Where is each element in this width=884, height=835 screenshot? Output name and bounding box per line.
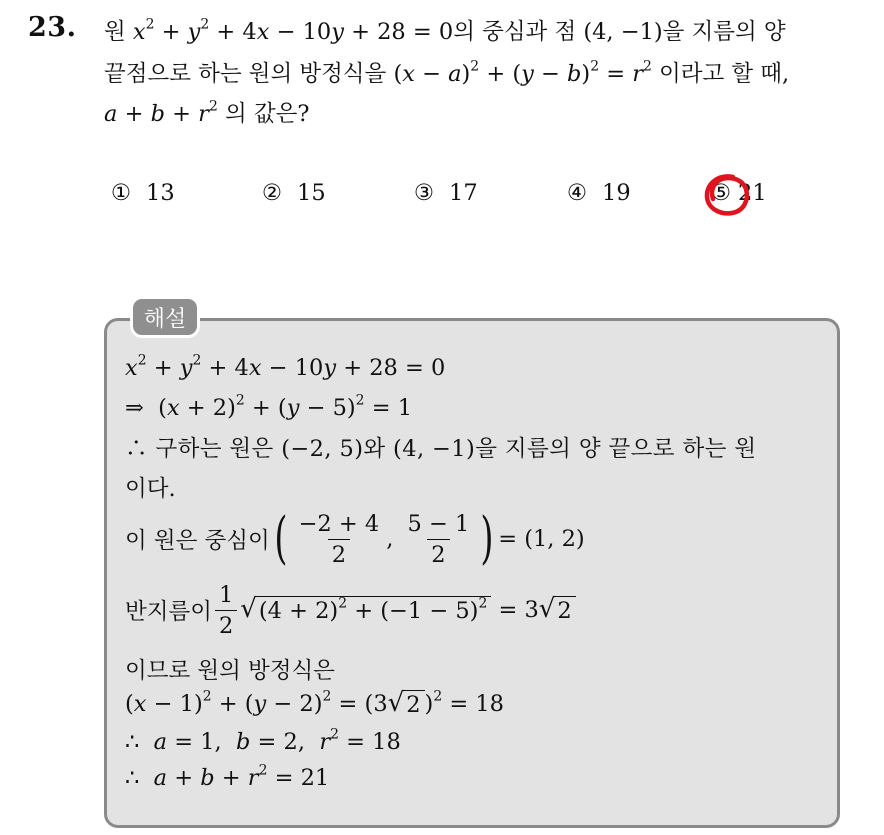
fraction-numerator: 5 − 1 — [407, 510, 470, 537]
solution-text: 반지름이 — [125, 599, 212, 625]
question-text: 원 — [104, 19, 133, 45]
solution-line-10: ∴ $a + b + r^2 = 21$ — [125, 762, 330, 791]
solution-line-4: 이다. — [125, 476, 176, 502]
sum-expression: $a + b + r^2$ — [104, 98, 218, 127]
solution-line-1: $x^2 + y^2 + 4x - 10y + 28 = 0$ — [125, 352, 446, 381]
fraction-half — [215, 582, 237, 639]
question-text: 의 값은? — [217, 101, 310, 127]
choice-value: 15 — [297, 180, 326, 206]
solution-text: 이 원은 중심이 — [125, 528, 270, 554]
fraction-numerator: 1 — [218, 581, 234, 608]
target-equation: $(x - a)^2 + (y - b)^2 = r^2$ — [393, 58, 652, 87]
solution-line-3: ∴ 구하는 원은 (−2, 5)와 (4, −1)을 지름의 양 끝으로 하는 원 — [125, 436, 757, 462]
choice-mark: ③ — [413, 180, 435, 206]
choice-3[interactable] — [411, 180, 478, 206]
fraction-denominator: 2 — [328, 539, 350, 568]
fraction-2 — [404, 511, 474, 568]
solution-line-8: $(x - 1)^2 + (y - 2)^2 = (3$ √ 2 )$^2$ = 18 — [125, 688, 504, 718]
choice-4[interactable] — [564, 180, 631, 206]
sqrt-two: √ 2 — [539, 596, 576, 624]
radius-sqrt: √ $(4 + 2)^2 + (-1 - 5)^2$ — [240, 596, 491, 624]
fraction-denominator: 2 — [427, 539, 449, 568]
circle-equation: $x^2 + y^2 + 4x - 10y + 28 = 0$ — [132, 16, 454, 45]
choice-mark: ④ — [566, 180, 588, 206]
left-paren: ( — [274, 506, 288, 571]
choice-1[interactable] — [108, 180, 175, 206]
question-text: 이라고 할 때, — [651, 61, 790, 87]
question-text: 끝점으로 하는 원의 방정식을 — [104, 61, 394, 87]
choice-value: 13 — [146, 180, 175, 206]
right-paren: ) — [480, 506, 494, 571]
question-line-3 — [104, 96, 309, 128]
solution-line-7: 이므로 원의 방정식은 — [125, 658, 335, 684]
choice-value: 19 — [602, 180, 631, 206]
solution-line-6: 반지름이 $\frac{1}{2}$ √ $(4 + 2)^2 + (-1 - 5)^2$ = 3 √ 2 — [125, 577, 576, 643]
solution-text: = (1, 2) — [498, 526, 585, 552]
solution-line-2: ⇒ $(x + 2)^2 + (y - 5)^2 = 1$ — [125, 392, 413, 421]
question-line-1 — [104, 14, 786, 46]
answer-circle-mark — [702, 172, 752, 218]
fraction-1 — [295, 511, 384, 568]
solution-tag: 해설 — [130, 296, 200, 338]
fraction-numerator: −2 + 4 — [298, 510, 380, 537]
solution-line-5: 이 원은 중심이 ( $\frac{-2 + 4}{2}$ , $\frac{5 - 1}{2}$ ) = (1, 2) — [125, 506, 585, 571]
choice-2[interactable] — [259, 180, 326, 206]
choice-mark: ① — [110, 180, 132, 206]
question-number: 23. — [28, 12, 77, 43]
choice-mark: ② — [261, 180, 283, 206]
choice-mark: ⑤ — [710, 180, 732, 206]
question-text: 의 중심과 점 (4, −1)을 지름의 양 — [453, 19, 786, 45]
solution-line-9: ∴ a = 1, b = 2, $r^2 = 18$ — [125, 726, 401, 755]
fraction-denominator: 2 — [215, 610, 237, 639]
question-line-2 — [104, 56, 789, 88]
choice-value: 17 — [449, 180, 478, 206]
choice-value: 21 — [738, 180, 767, 206]
